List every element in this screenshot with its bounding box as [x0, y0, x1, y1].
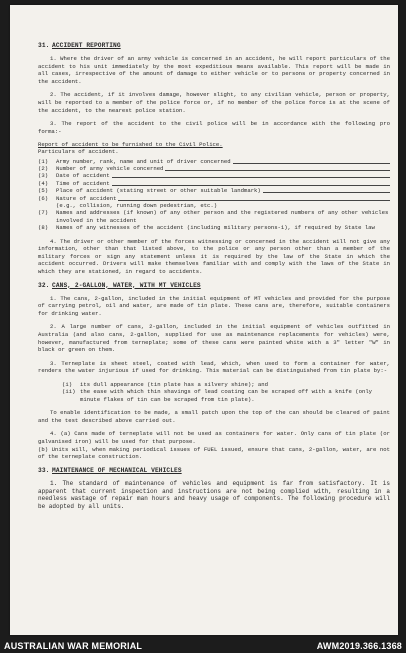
report-subtitle: Particulars of accident. — [38, 148, 119, 156]
footer-credit: AUSTRALIAN WAR MEMORIAL — [4, 641, 143, 651]
document-page — [10, 5, 398, 635]
section-title: ACCIDENT REPORTING — [52, 42, 121, 49]
section-title: MAINTENANCE OF MECHANICAL VEHICLES — [52, 466, 182, 474]
list-item: (8) Names of any witnesses of the accident (including military persons-1), if required by State law — [38, 224, 375, 232]
report-title: Report of accident to be furnished to the Civil Police. — [38, 141, 223, 149]
list-item: (6) Nature of accident — [38, 195, 390, 202]
list-item: (i) its dull appearance (tin plate has a silvery shine); and — [62, 380, 268, 388]
paragraph: 1. Where the driver of an army vehicle is concerned in an accident, he will report particulars of the accident to his unit immediately by the most expeditious means available. This report will be made in all cases, irrespective of the amount of damage to either vehicle or to persons or property concerned in the accident. — [38, 55, 390, 85]
list-item: (3) Date of accident — [38, 172, 390, 179]
section-number: 33. — [38, 466, 50, 474]
section-title: CANS, 2-GALLON, WATER, WITH MT VEHICLES — [52, 281, 201, 289]
paragraph: 1. The standard of maintenance of vehicles and equipment is far from satisfactory. It is apparent that current inspection and instructions are not being complied with, resulting in a needless wastage of repair man hours and heavy usage of components. The following procedure will be adopted by all units. — [38, 479, 390, 511]
distinguish-list — [62, 381, 390, 403]
list-item: (7) Names and addresses (if known) of any other person and the registered numbers of any other vehicles involved in the accident — [38, 209, 389, 224]
paragraph: 4. (a) Cans made of terneplate will not be used as containers for water. Only cans of tin plate (or galvanised iron) will be used for that purpose. (b) Units will, when making periodical issues of FUEL issued, ensure that cans, 2-gallon, water, are not of the terneplate construction. — [38, 430, 390, 461]
list-item: (e.g., collision, running down pedestrian, etc.) — [56, 201, 218, 209]
list-item: (5) Place of accident (stating street or other suitable landmark) — [38, 187, 390, 194]
paragraph: 2. A large number of cans, 2-gallon, included in the initial equipment of vehicles outfitted in Australia (and also cans, 2-gallon, supplied for use as maintenance replacements for vehicles) were, however, manufactured from terneplate; some of these cans were painted white with a 3" letter "W" in black or green on them. — [38, 323, 390, 354]
list-item: (1) Army number, rank, name and unit of driver concerned — [38, 158, 390, 165]
paragraph: To enable identification to be made, a small patch upon the top of the can should be cleared of paint and the test described above carried out. — [38, 409, 390, 424]
fill-line — [263, 187, 390, 193]
fill-line — [233, 158, 390, 164]
fill-line — [112, 180, 390, 186]
section-heading — [38, 42, 390, 49]
footer-bar — [0, 638, 406, 653]
footer-accession-number: AWM2019.366.1368 — [316, 641, 402, 651]
section-heading — [38, 282, 390, 289]
section-number: 31. — [38, 42, 50, 49]
list-item: (2) Number of army vehicle concerned — [38, 165, 390, 172]
section-number: 32. — [38, 281, 50, 289]
paragraph: 1. The cans, 2-gallon, included in the initial equipment of MT vehicles and provided for the purpose of carrying petrol, oil and water, are made of tin plate. These cans are, therefore, suitable containers for drinking water. — [38, 294, 390, 317]
paragraph: 2. The accident, if it involves damage, however slight, to any civilian vehicle, person or property, will be reported to a member of the police force or, if no member of the police force is at the scene of the accident, to the nearest police station. — [38, 91, 390, 114]
paragraph: 3. Terneplate is sheet steel, coated with lead, which, when used to form a container for water, renders the water injurious if used for drinking. This material can be distinguished from tin plate by:- — [38, 359, 390, 375]
paragraph: 4. The driver or other member of the forces witnessing or concerned in the accident will not give any information, other than that listed above, to the police or any person other than a member of the military forces or sign any statement unless it is required by the law of the State in which the accident occurred. Drivers will make themselves familiar with and comply with the laws of the State in which they are stationed, in regard to accidents. — [38, 237, 390, 275]
list-item: (4) Time of accident — [38, 180, 390, 187]
fill-line — [118, 195, 390, 201]
section-heading — [38, 467, 390, 474]
fill-line — [165, 165, 390, 171]
report-items — [38, 158, 390, 232]
document-content — [38, 42, 390, 517]
list-item: (ii) the ease with which thin shavings of lead coating can be scraped off with a knife (only minute flakes of tin can be scraped from tin plate). — [62, 388, 373, 403]
fill-line — [112, 172, 390, 178]
paragraph: 3. The report of the accident to the civil police will be in accordance with the following pro forma:- — [38, 120, 390, 135]
